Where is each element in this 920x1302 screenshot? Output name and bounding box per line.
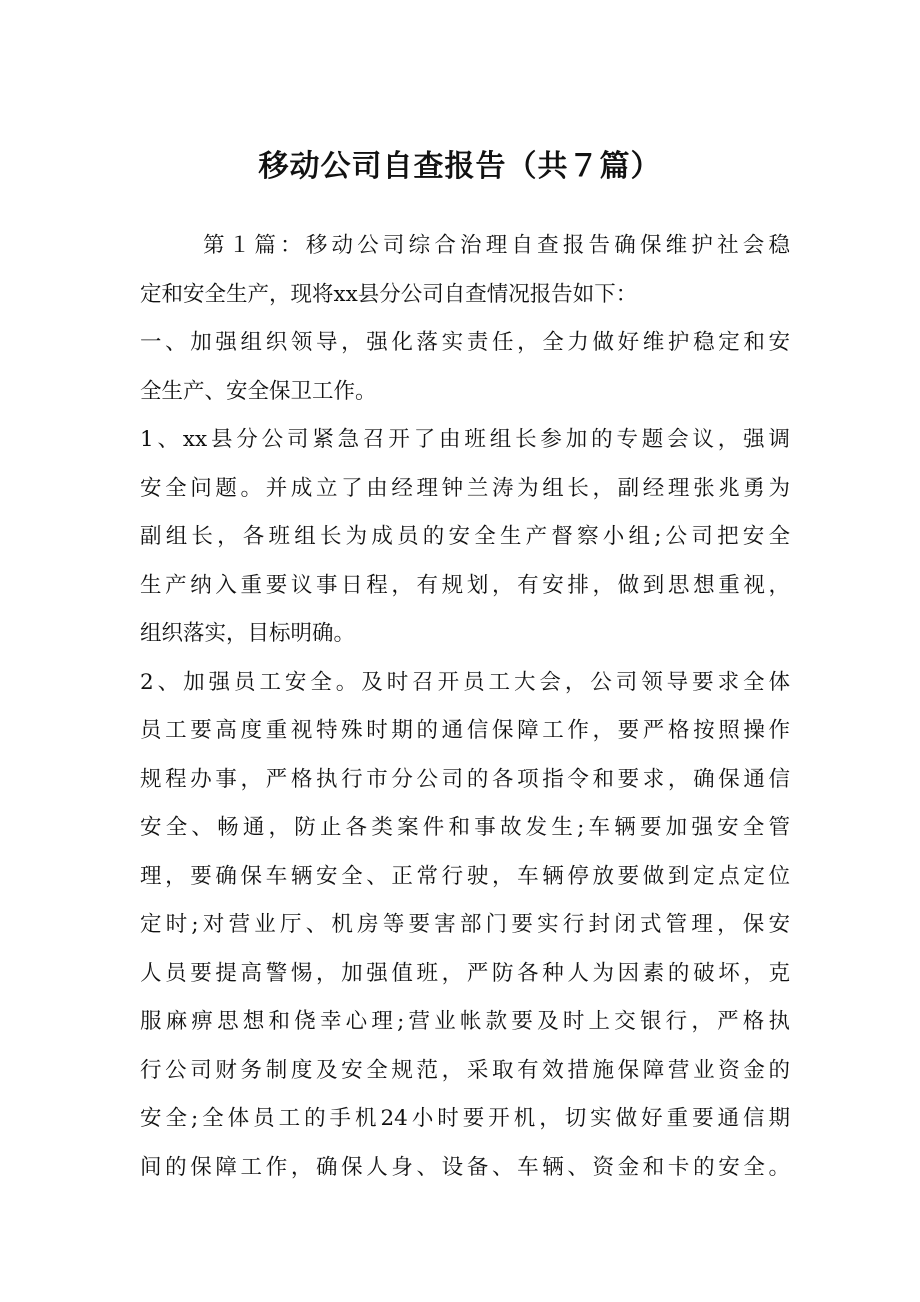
body-line: 第１篇：移动公司综合治理自查报告确保维护社会稳 xyxy=(203,233,790,258)
body-line: 理，要确保车辆安全、正常行驶，车辆停放要做到定点定位 xyxy=(140,863,790,889)
body-line: 人员要提高警惕，加强值班，严防各种人为因素的破坏，克 xyxy=(140,960,790,986)
body-line: 组织落实，目标明确。 xyxy=(140,621,356,646)
body-line: 员工要高度重视特殊时期的通信保障工作，要严格按照操作 xyxy=(140,718,790,743)
body-line: 规程办事，严格执行市分公司的各项指令和要求，确保通信 xyxy=(140,766,790,792)
document-body xyxy=(140,222,790,1192)
body-line: 安全、畅通，防止各类案件和事故发生;车辆要加强安全管 xyxy=(140,815,790,840)
body-line: 服麻痹思想和侥幸心理;营业帐款要及时上交银行，严格执 xyxy=(140,1009,790,1034)
document-title: 移动公司自查报告（共７篇） xyxy=(258,149,662,184)
body-line: 间的保障工作，确保人身、设备、车辆、资金和卡的安全。 xyxy=(140,1154,790,1180)
body-line: 生产纳入重要议事日程，有规划，有安排，做到思想重视， xyxy=(140,572,790,598)
body-line: 2、加强员工安全。及时召开员工大会，公司领导要求全体 xyxy=(140,669,790,695)
body-line: 安全;全体员工的手机24小时要开机，切实做好重要通信期 xyxy=(140,1106,790,1131)
body-line: 行公司财务制度及安全规范，采取有效措施保障营业资金的 xyxy=(140,1057,790,1083)
body-line: 一、加强组织领导，强化落实责任，全力做好维护稳定和安 xyxy=(140,330,790,355)
body-line: 安全问题。并成立了由经理钟兰涛为组长，副经理张兆勇为 xyxy=(140,475,790,501)
body-line: 定和安全生产，现将xx县分公司自查情况报告如下： xyxy=(140,281,638,307)
body-line: 定时;对营业厅、机房等要害部门要实行封闭式管理，保安 xyxy=(140,912,790,937)
body-line: 全生产、安全保卫工作。 xyxy=(140,378,377,404)
body-line: 副组长，各班组长为成员的安全生产督察小组;公司把安全 xyxy=(140,524,790,549)
body-line: 1、xx县分公司紧急召开了由班组长参加的专题会议，强调 xyxy=(140,427,790,452)
